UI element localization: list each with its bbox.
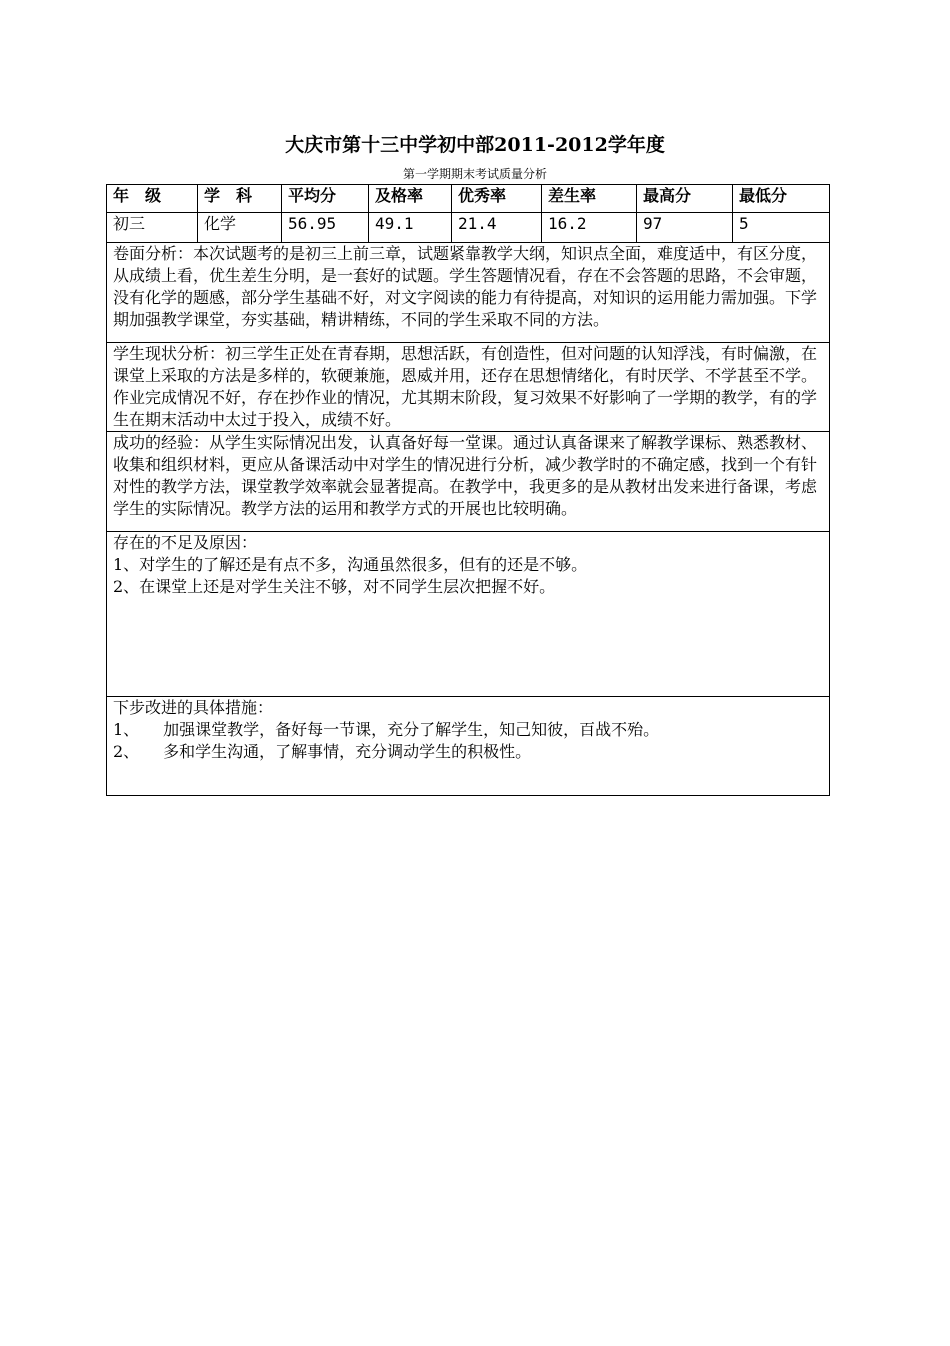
improvement-item-2: 2、 多和学生沟通，了解事情，充分调动学生的积极性。 xyxy=(113,742,532,761)
cell-subject: 化学 xyxy=(198,213,282,243)
experience-text: 成功的经验：从学生实际情况出发，认真备好每一堂课。通过认真备课来了解教学课标、熟悉教材、收集和组织材料，更应从备课活动中对学生的情况进行分析，减少教学时的不确定感，找到一个有针对性的教学方法，课堂教学效率就会显著提高。在教学中，我更多的是从教材出发来进行备课，考虑学生的实际情况。教学方法的运用和教学方式的开展也比较明确。 xyxy=(107,432,830,532)
quality-analysis-table xyxy=(106,184,830,796)
table-row xyxy=(107,213,830,243)
header-excellent-rate: 优秀率 xyxy=(452,185,542,213)
cell-max-score: 97 xyxy=(637,213,733,243)
paper-analysis-section xyxy=(107,243,830,343)
header-min-score: 最低分 xyxy=(733,185,830,213)
shortcomings-heading: 存在的不足及原因： xyxy=(113,533,258,552)
header-pass-rate: 及格率 xyxy=(369,185,452,213)
student-analysis-text: 学生现状分析：初三学生正处在青春期，思想活跃，有创造性，但对问题的认知浮浅，有时偏激，在课堂上采取的方法是多样的，软硬兼施，恩威并用，还存在思想情绪化，有时厌学、不学甚至不学。作业完成情况不好，存在抄作业的情况，尤其期末阶段，复习效果不好影响了一学期的教学，有的学生在期末活动中太过于投入，成绩不好。 xyxy=(107,343,830,432)
cell-pass-rate: 49.1 xyxy=(369,213,452,243)
cell-average: 56.95 xyxy=(282,213,369,243)
improvement-item-1: 1、 加强课堂教学，备好每一节课，充分了解学生，知己知彼，百战不殆。 xyxy=(113,720,660,739)
paper-analysis-text: 卷面分析：本次试题考的是初三上前三章，试题紧靠教学大纲，知识点全面，难度适中，有区分度，从成绩上看，优生差生分明，是一套好的试题。学生答题情况看，存在不会答题的思路，不会审题，没有化学的题感，部分学生基础不好，对文字阅读的能力有待提高，对知识的运用能力需加强。下学期加强教学课堂，夯实基础，精讲精练，不同的学生采取不同的方法。 xyxy=(107,243,830,343)
improvements-cell xyxy=(107,697,830,796)
experience-section xyxy=(107,432,830,532)
cell-min-score: 5 xyxy=(733,213,830,243)
student-analysis-section xyxy=(107,343,830,432)
header-row xyxy=(107,185,830,213)
header-average: 平均分 xyxy=(282,185,369,213)
cell-poor-rate: 16.2 xyxy=(542,213,637,243)
header-max-score: 最高分 xyxy=(637,185,733,213)
header-subject: 学 科 xyxy=(198,185,282,213)
header-grade: 年 级 xyxy=(107,185,198,213)
shortcoming-item-2: 2、在课堂上还是对学生关注不够，对不同学生层次把握不好。 xyxy=(113,577,556,596)
shortcoming-item-1: 1、对学生的了解还是有点不多，沟通虽然很多，但有的还是不够。 xyxy=(113,555,588,574)
document-subtitle: 第一学期期末考试质量分析 xyxy=(402,167,547,181)
shortcomings-section xyxy=(107,532,830,697)
shortcomings-cell xyxy=(107,532,830,697)
improvements-section xyxy=(107,697,830,796)
header-poor-rate: 差生率 xyxy=(542,185,637,213)
cell-grade: 初三 xyxy=(107,213,198,243)
improvements-heading: 下步改进的具体措施： xyxy=(113,698,274,717)
cell-excellent-rate: 21.4 xyxy=(452,213,542,243)
document-title: 大庆市第十三中学初中部2011-2012学年度 xyxy=(285,134,665,156)
